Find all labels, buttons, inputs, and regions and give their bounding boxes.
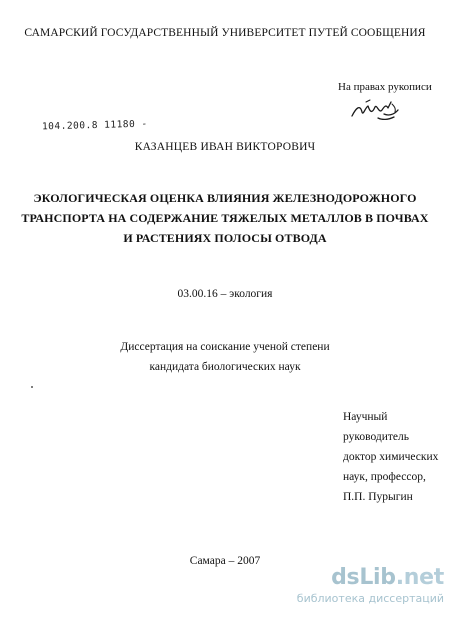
watermark-subtitle: библиотека диссертаций [296,592,444,605]
city-year: Самара – 2007 [189,555,261,567]
university-name: САМАРСКИЙ ГОСУДАРСТВЕННЫЙ УНИВЕРСИТЕТ ПУТЕЙ СООБЩЕНИЯ [24,27,426,39]
archive-stamp: 104.200.8 11180 - [41,118,148,133]
title-line: ТРАНСПОРТА НА СОДЕРЖАНИЕ ТЯЖЕЛЫХ МЕТАЛЛОВ В ПОЧВАХ [21,211,429,225]
title-line: И РАСТЕНИЯХ ПОЛОСЫ ОТВОДА [123,231,327,245]
specialty-code: 03.00.16 – экология [177,288,273,300]
dissertation-title [0,188,450,248]
degree-statement [0,337,450,377]
title-line: ЭКОЛОГИЧЕСКАЯ ОЦЕНКА ВЛИЯНИЯ ЖЕЛЕЗНОДОРОЖНОГО [33,191,417,205]
advisor-line: доктор химических [343,451,439,463]
watermark-logo-main: dsLib [331,565,396,590]
watermark-logo-suffix: .net [395,565,444,590]
signature-icon [348,98,408,124]
rights-note: На правах рукописи [338,81,432,93]
watermark [296,566,444,606]
advisor-line: наук, профессор, [343,471,426,483]
degree-line: кандидата биологических наук [149,361,301,373]
degree-line: Диссертация на соискание ученой степени [120,341,330,353]
watermark-logo [296,566,444,590]
author-name: КАЗАНЦЕВ ИВАН ВИКТОРОВИЧ [134,141,316,153]
scientific-advisor [343,407,438,507]
advisor-line: П.П. Пурыгин [343,491,413,503]
speck-mark [31,386,33,388]
advisor-line: Научный [343,411,388,423]
advisor-line: руководитель [343,431,409,443]
